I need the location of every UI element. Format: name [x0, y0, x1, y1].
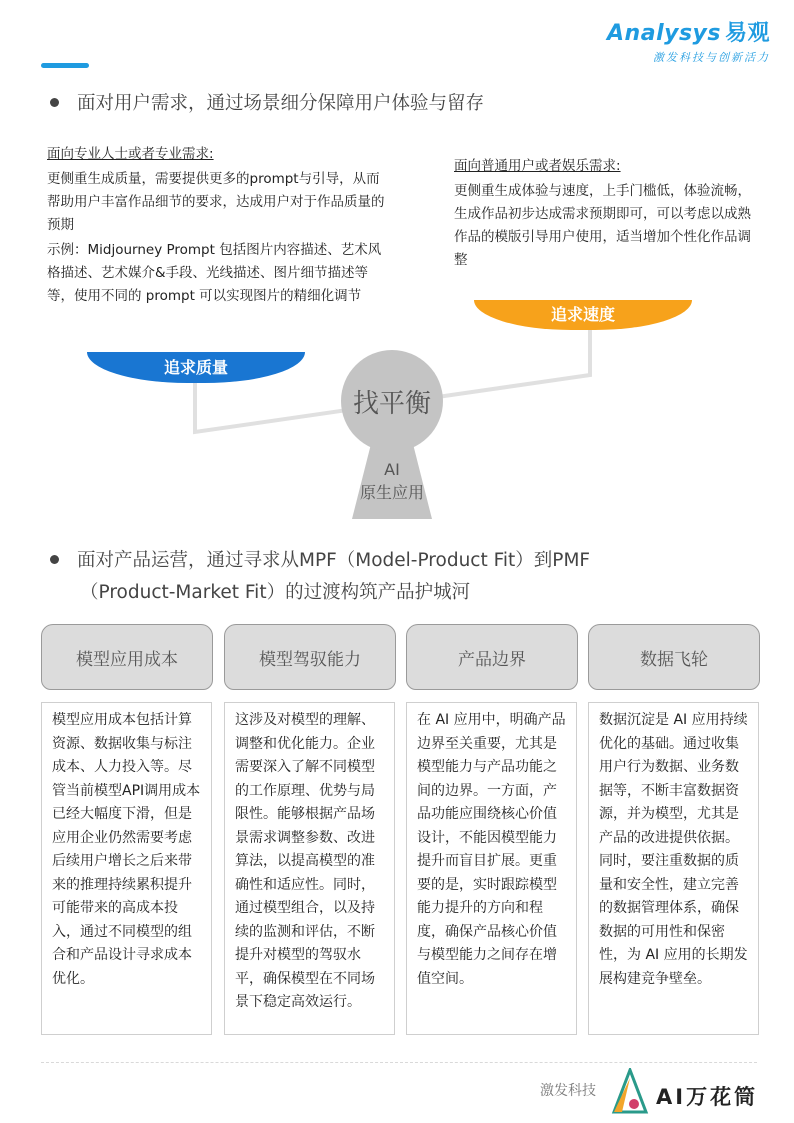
general-needs-para1: 更侧重生成体验与速度，上手门槛低，体验流畅，生成作品初步达成需求预期即可，可以考虑以成熟作品的模版引导用户使用，适当增加个性化作品调整 [454, 183, 751, 268]
section2-title-line2: （Product-Market Fit）的过渡构筑产品护城河 [80, 582, 471, 603]
tab-model-cost [41, 624, 213, 690]
pro-needs-heading: 面向专业人士或者专业需求: [47, 146, 214, 162]
pillar-label [342, 458, 442, 504]
card-product-boundary [406, 702, 577, 1035]
tab-label: 产品边界 [458, 649, 526, 670]
tab-model-control [224, 624, 396, 690]
footer-logo-text: AI万花筒 [656, 1085, 759, 1109]
balance-label: 找平衡 [352, 388, 431, 419]
card-model-control [224, 702, 395, 1035]
tab-data-flywheel [588, 624, 760, 690]
tab-label: 模型应用成本 [76, 649, 178, 670]
card-data-flywheel [588, 702, 759, 1035]
card-model-cost [41, 702, 212, 1035]
brand-name-cn: 易观 [724, 21, 770, 46]
general-needs-heading: 面向普通用户或者娱乐需求: [454, 158, 621, 174]
section2-title-line1: 面对产品运营，通过寻求从MPF（Model-Product Fit）到PMF [77, 550, 591, 571]
card-text: 模型应用成本包括计算资源、数据收集与标注成本、人力投入等。尽管当前模型API调用成本已经大幅度下滑，但是应用企业仍然需要考虑后续用户增长之后来带来的推理持续累积提升可能带来的高成本投入，通过不同模型的组合和产品设计寻求成本优化。 [52, 712, 201, 987]
tab-label: 数据飞轮 [640, 649, 708, 670]
card-text: 这涉及对模型的理解、调整和优化能力。企业需要深入了解不同模型的工作原理、优势与局限性。能够根据产品场景需求调整参数、改进算法，以提高模型的准确性和适应性。同时，通过模型组合，以及持续的监测和评估，不断提升对模型的驾驭水平，确保模型在不同场景下稳定高效运行。 [235, 712, 375, 1010]
footer-logo-icon [610, 1068, 650, 1114]
brand-slogan: 激发科技与创新活力 [653, 51, 770, 64]
pillar-label-line2: 原生应用 [359, 483, 424, 502]
bullet-icon [50, 555, 59, 564]
pro-needs-para1: 更侧重生成质量，需要提供更多的prompt与引导，从而帮助用户丰富作品细节的要求，达成用户对于作品质量的预期 [47, 171, 385, 233]
card-text: 在 AI 应用中，明确产品边界至关重要，尤其是模型能力与产品功能之间的边界。一方面，产品功能应围绕核心价值设计，不能因模型能力提升而盲目扩展。更重要的是，实时跟踪模型能力提升的方向和程度，确保产品核心价值与模型能力之间存在增值空间。 [417, 712, 566, 987]
balance-circle [341, 350, 443, 452]
footer-text: 激发科技 [540, 1083, 596, 1099]
card-text: 数据沉淀是 AI 应用持续优化的基础。通过收集用户行为数据、业务数据等，不断丰富数据资源，并为模型，尤其是产品的改进提供依据。同时，要注重数据的质量和安全性，建立完善的数据管理体系，确保数据的可用性和保密性，为 AI 应用的长期发展构建竞争壁垒。 [599, 712, 748, 987]
section2-title [50, 545, 750, 609]
speed-label: 追求速度 [550, 305, 615, 324]
tab-product-boundary [406, 624, 578, 690]
pro-needs-para2: 示例：Midjourney Prompt 包括图片内容描述、艺术风格描述、艺术媒介&手段、光线描述、图片细节描述等等，使用不同的 prompt 可以实现图片的精细化调节 [47, 242, 382, 304]
footer-divider [41, 1062, 757, 1063]
pillar-label-line1: AI [384, 460, 400, 479]
section1-title-text: 面对用户需求，通过场景细分保障用户体验与留存 [77, 93, 485, 114]
tab-label: 模型驾驭能力 [259, 649, 361, 670]
brand-name-en: Analysys [607, 21, 721, 46]
quality-label: 追求质量 [163, 358, 228, 377]
